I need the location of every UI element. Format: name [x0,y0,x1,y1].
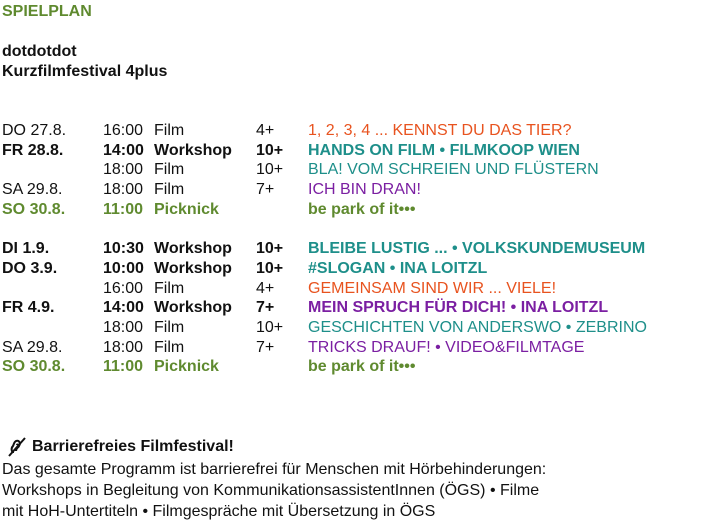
festival-name-line2: Kurzfilmfestival 4plus [2,63,168,80]
schedule-age: 7+ [256,299,275,317]
schedule-age: 7+ [256,338,275,356]
schedule-day: FR 4.9. [2,299,55,317]
schedule-age: 4+ [256,122,275,139]
schedule-day: DO 3.9. [2,259,58,277]
schedule-title: be park of it••• [308,358,416,376]
schedule-title: BLA! VOM SCHREIEN UND FLÜSTERN [308,161,599,179]
schedule-time: 14:00 [103,299,144,317]
schedule-day: DI 1.9. [2,240,50,258]
schedule-title: BLEIBE LUSTIG ... • VOLKSKUNDEMUSEUM [308,240,646,258]
schedule-day: SO 30.8. [2,200,66,218]
schedule-age: 10+ [256,259,284,277]
festival-name-line1: dotdotdot [2,43,77,60]
schedule-time: 18:00 [103,161,144,179]
schedule-type: Picknick [154,358,219,376]
accessibility-line: mit HoH-Untertiteln • Filmgespräche mit Übersetzung in ÖGS [2,503,436,520]
schedule-time: 16:00 [103,279,144,297]
schedule-time: 11:00 [103,200,144,218]
schedule-type: Film [154,181,185,199]
schedule-type: Film [154,318,185,336]
schedule-type: Film [154,122,185,139]
schedule-type: Workshop [154,240,232,258]
schedule-type: Film [154,279,185,297]
schedule-age: 4+ [256,279,275,297]
schedule-title: GESCHICHTEN VON ANDERSWO • ZEBRINO [308,318,647,336]
schedule-age: 10+ [256,141,284,159]
schedule-age: 7+ [256,181,275,199]
schedule-time: 18:00 [103,318,144,336]
schedule-time: 10:30 [103,240,144,258]
schedule-title: HANDS ON FILM • FILMKOOP WIEN [308,141,580,159]
schedule-title: be park of it••• [308,200,416,218]
page-title: SPIELPLAN [2,3,92,20]
hearing-impaired-icon [6,437,28,457]
schedule-title: #SLOGAN • INA LOITZL [308,259,488,277]
schedule-title: ICH BIN DRAN! [308,181,421,199]
schedule-type: Workshop [154,141,232,159]
schedule-day: DO 27.8. [2,122,67,139]
accessibility-line: Das gesamte Programm ist barrierefrei für Menschen mit Hörbehinderungen: [2,461,547,478]
schedule-age: 10+ [256,161,284,179]
schedule-day: FR 28.8. [2,141,64,159]
schedule-time: 16:00 [103,122,144,139]
schedule-age: 10+ [256,240,284,258]
schedule-type: Picknick [154,200,219,218]
schedule-type: Workshop [154,299,232,317]
schedule-day: SA 29.8. [2,338,63,356]
schedule-title: TRICKS DRAUF! • VIDEO&FILMTAGE [308,338,585,356]
festival-name [2,42,167,82]
schedule-type: Film [154,338,185,356]
accessibility-title: Barrierefreies Filmfestival! [32,438,234,455]
schedule-time: 10:00 [103,259,144,277]
schedule-type: Workshop [154,259,232,277]
accessibility-line: Workshops in Begleitung von KommunikationsassistentInnen (ÖGS) • Filme [2,482,540,499]
schedule-title: 1, 2, 3, 4 ... KENNST DU DAS TIER? [308,122,572,139]
schedule-type: Film [154,161,185,179]
schedule-day: SO 30.8. [2,358,66,376]
schedule-time: 14:00 [103,141,144,159]
accessibility-text [2,459,546,522]
schedule-age: 10+ [256,318,284,336]
schedule-title: MEIN SPRUCH FÜR DICH! • INA LOITZL [308,299,609,317]
schedule-time: 11:00 [103,358,144,376]
schedule-title: GEMEINSAM SIND WIR ... VIELE! [308,279,557,297]
schedule-time: 18:00 [103,338,144,356]
schedule-time: 18:00 [103,181,144,199]
accessibility-heading [6,437,234,457]
schedule-day: SA 29.8. [2,181,63,199]
